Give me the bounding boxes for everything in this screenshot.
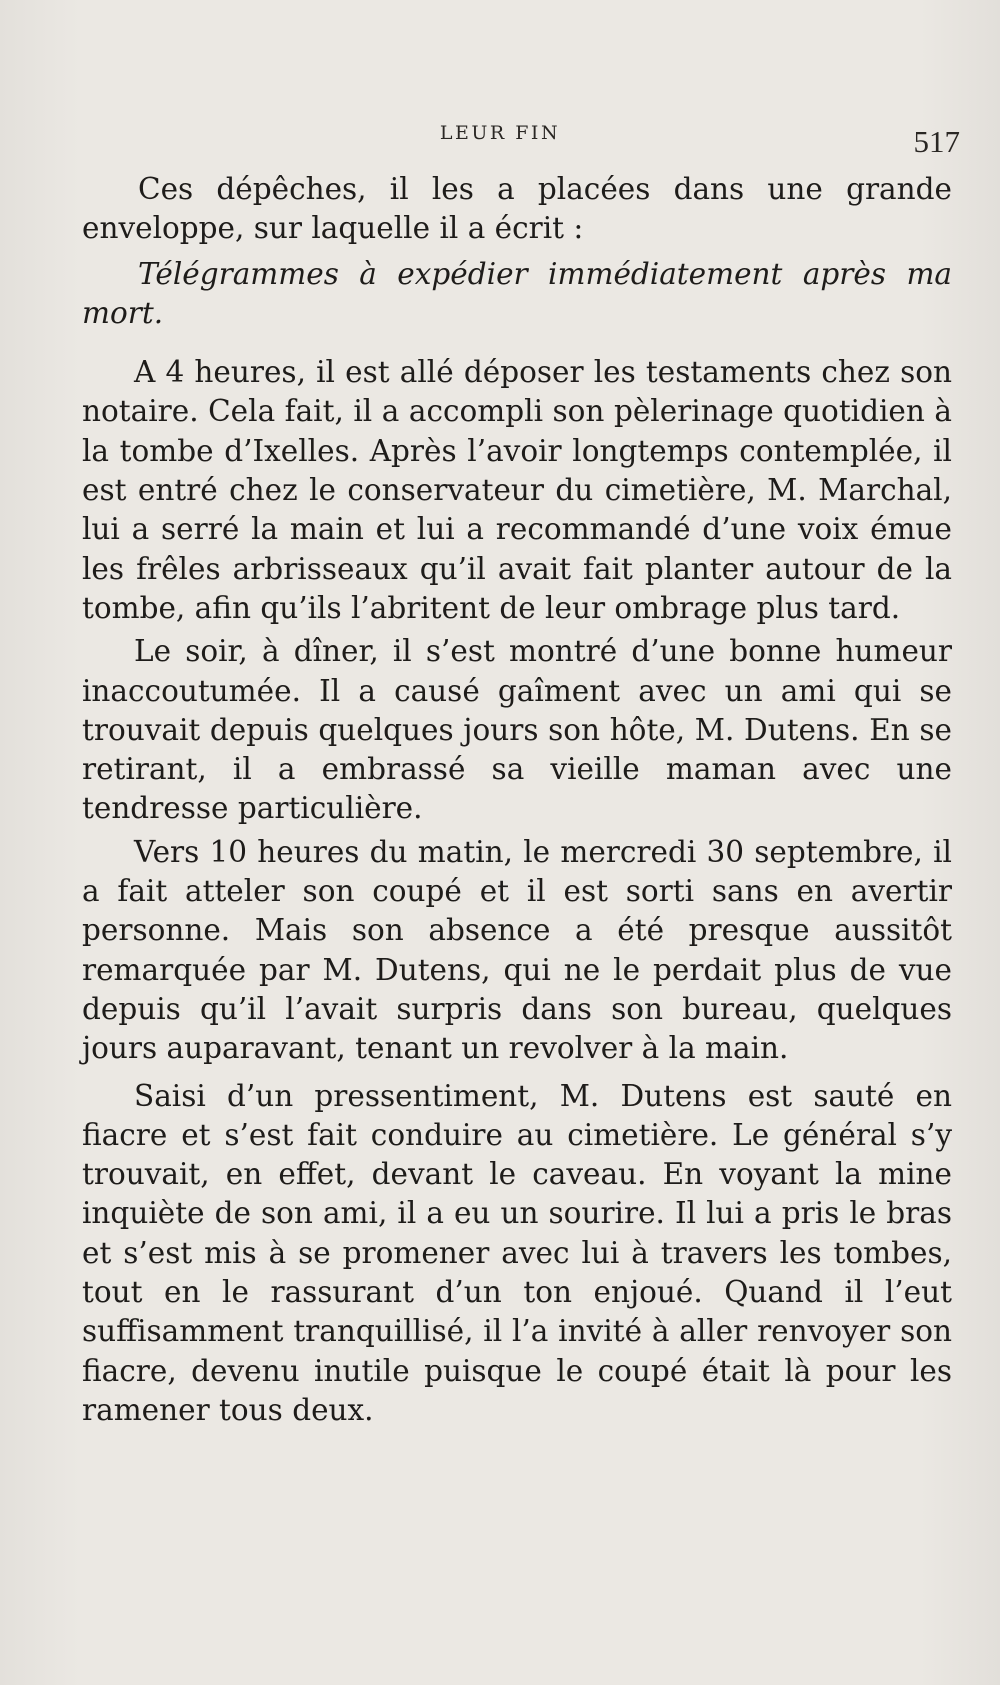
page-number: 517	[913, 124, 960, 159]
paragraph: Vers 10 heures du matin, le mercredi 30 septembre, il a fait atteler son coupé et il est sorti sans en avertir personne. Mais son absence a été presque aussitôt remarquée par M. Dutens, qui ne le perdait plus de vue depuis qu’il l’avait surpris dans son bureau, quelques jours auparavant, tenant un revolver à la main.	[82, 834, 952, 1066]
paragraph: A 4 heures, il est allé déposer les testaments chez son notaire. Cela fait, il a accompli son pèlerinage quotidien à la tombe d’Ixelles. Après l’avoir longtemps contemplée, il est entré chez le conservateur du cimetière, M. Marchal, lui a serré la main et lui a recommandé d’une voix émue les frêles arbrisseaux qu’il avait fait planter autour de la tombe, afin qu’ils l’abritent de leur ombrage plus tard.	[82, 355, 952, 625]
paragraph: Le soir, à dîner, il s’est montré d’une bonne humeur inaccoutumée. Il a causé gaîment avec un ami qui se trouvait depuis quelques jours son hôte, M. Dutens. En se retirant, il a embrassé sa vieille maman avec une tendresse particulière.	[82, 634, 952, 826]
paragraph: Ces dépêches, il les a placées dans une grande enveloppe, sur laquelle il a écrit :	[82, 172, 952, 246]
paragraph: Saisi d’un pressentiment, M. Dutens est sauté en fiacre et s’est fait conduire au cimetière. Le général s’y trouvait, en effet, devant le caveau. En voyant la mine inquiète de son ami, il a eu un sourire. Il lui a pris le bras et s’est mis à se promener avec lui à travers les tombes, tout en le rassurant d’un ton enjoué. Quand il l’eut suffisamment tranquillisé, il l’a invité à aller renvoyer son fiacre, devenu inutile puisque le coupé était là pour les ramener tous deux.	[82, 1078, 952, 1427]
telegram-inscription: Télégrammes à expédier immédiatement après ma mort.	[82, 256, 952, 330]
body-text	[82, 170, 952, 1430]
running-head: LEUR FIN	[439, 122, 561, 144]
